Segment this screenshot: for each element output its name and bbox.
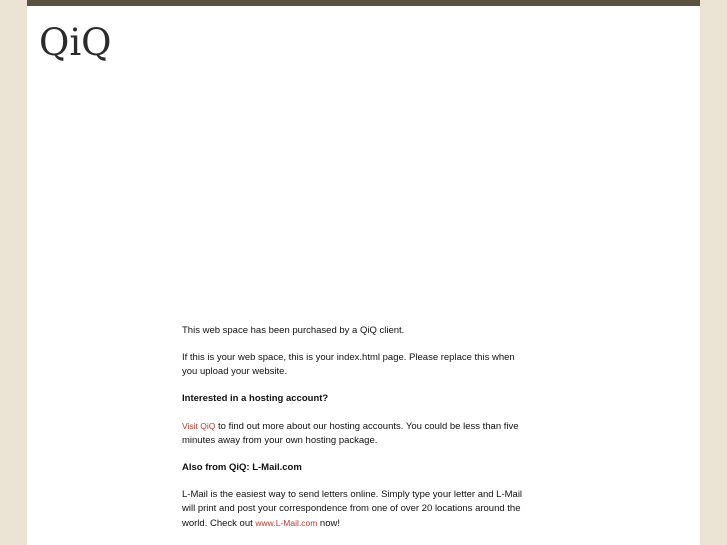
visit-qiq-link[interactable]: Visit QiQ: [182, 421, 216, 431]
main-content: [182, 324, 532, 544]
lmail-paragraph: [182, 488, 532, 531]
hosting-paragraph: [182, 419, 532, 448]
hosting-text: to find out more about our hosting accounts. You could be less than five minutes away from your own hosting package.: [182, 421, 519, 446]
top-bar: [27, 0, 700, 6]
lmail-link[interactable]: www.L-Mail.com: [255, 518, 318, 528]
lmail-text: L-Mail is the easiest way to send letters online. Simply type your letter and L-Mail will print and post your correspondence from one of over 20 locations around the world. Check out: [182, 489, 523, 529]
hosting-heading: Interested in a hosting account?: [182, 393, 329, 404]
page-container: [27, 0, 700, 545]
purchased-notice: This web space has been purchased by a QiQ client.: [182, 325, 405, 336]
index-notice: If this is your web space, this is your index.html page. Please replace this when you upload your website.: [182, 352, 515, 377]
qiq-logo: QiQ: [39, 21, 112, 64]
lmail-heading: Also from QiQ: L-Mail.com: [182, 462, 302, 473]
lmail-after-text: now!: [317, 518, 340, 529]
